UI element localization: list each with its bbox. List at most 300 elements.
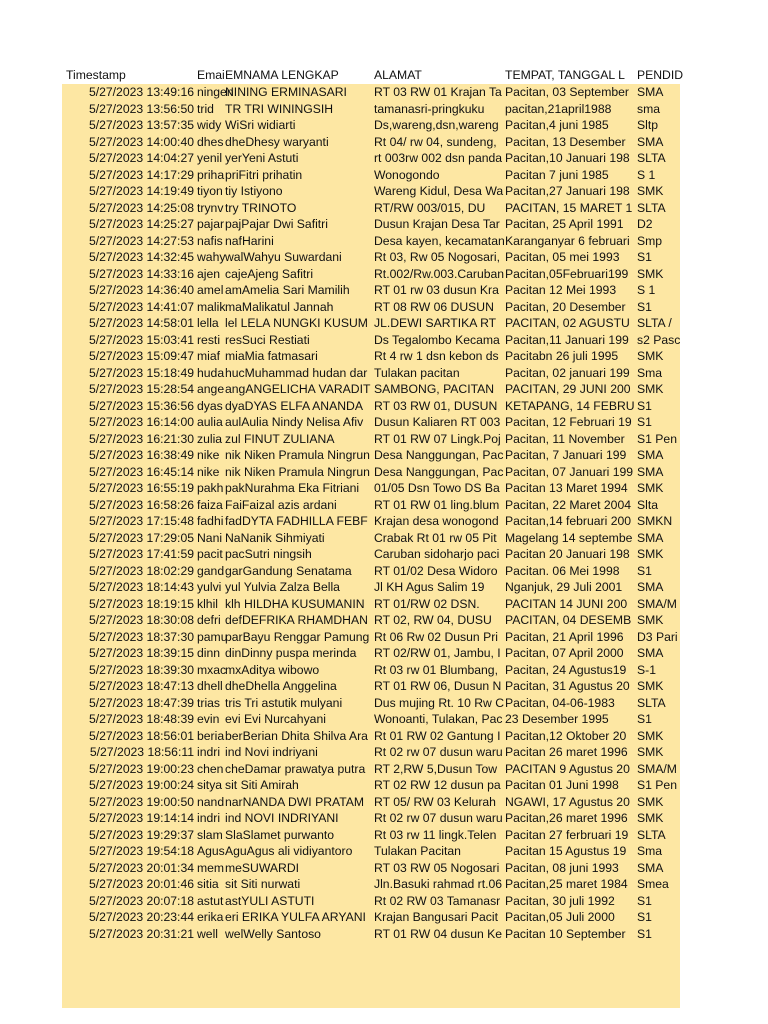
cell-timestamp[interactable]: 5/27/2023 14:27:53 [88,233,194,248]
cell-email[interactable]: amel [197,283,224,297]
cell-email[interactable]: trid [197,101,214,116]
cell-timestamp[interactable]: 5/27/2023 18:02:29 [88,563,194,578]
cell-nama-lengkap[interactable]: pajPajar Dwi Safitri [225,217,328,231]
cell-email[interactable]: sitya [197,778,223,792]
cell-email[interactable]: evin [197,712,220,726]
cell-alamat[interactable]: RT 02, RW 04, DUSU [374,613,492,627]
cell-alamat[interactable]: Tulakan Pacitan [374,844,461,858]
cell-email[interactable]: chen [197,761,224,776]
cell-timestamp[interactable]: 5/27/2023 18:56:01 [88,728,194,743]
cell-timestamp[interactable]: 5/27/2023 18:37:30 [88,629,194,644]
header-nama-lengkap[interactable]: EMNAMA LENGKAP [225,68,339,82]
cell-alamat[interactable]: RT 01 rw 03 dusun Kra [374,283,499,297]
cell-email[interactable]: indri [197,811,221,825]
cell-email[interactable]: mxac [197,662,227,677]
cell-email[interactable]: yulvi [197,580,222,594]
cell-tempat-tanggal-lahir[interactable]: Karanganyar 6 februari [505,233,630,248]
cell-email[interactable]: faiza [197,497,223,512]
cell-tempat-tanggal-lahir[interactable]: Pacitan, 22 Maret 2004 [505,497,632,512]
cell-tempat-tanggal-lahir[interactable]: PACITAN, 02 AGUSTU [505,316,630,330]
cell-tempat-tanggal-lahir[interactable]: Pacitan,10 Januari 198 [505,151,630,165]
cell-email[interactable]: nafis [197,233,223,248]
cell-alamat[interactable]: Ds,wareng,dsn,wareng [374,118,499,132]
cell-alamat[interactable]: Rt 02 rw 07 dusun waru [374,811,503,825]
cell-email[interactable]: indri [197,745,221,759]
cell-tempat-tanggal-lahir[interactable]: Pacitan 7 juni 1985 [505,167,609,182]
cell-email[interactable]: erika [197,910,224,924]
cell-email[interactable]: pakh [197,481,224,495]
cell-nama-lengkap[interactable]: amAmelia Sari Mamilih [225,283,350,297]
cell-alamat[interactable]: Tulakan pacitan [374,365,460,380]
cell-tempat-tanggal-lahir[interactable]: Pacitan 20 Januari 198 [505,547,630,561]
cell-pendidikan[interactable]: SMK [637,811,664,825]
cell-email[interactable]: trynv [197,200,224,215]
cell-tempat-tanggal-lahir[interactable]: PACITAN, 15 MARET 1 [505,200,633,215]
cell-nama-lengkap[interactable]: cheDamar prawatya putra [225,761,366,776]
cell-alamat[interactable]: Rt 02 rw 07 dusun waru [374,745,503,759]
cell-pendidikan[interactable]: D2 [637,217,653,231]
cell-email[interactable]: pajar [197,217,225,231]
cell-pendidikan[interactable]: S1 [637,893,652,908]
cell-timestamp[interactable]: 5/27/2023 20:01:46 [88,877,194,891]
cell-alamat[interactable]: Rt 03, Rw 05 Nogosari, [374,250,500,264]
cell-alamat[interactable]: Jl KH Agus Salim 19 [374,580,485,594]
cell-timestamp[interactable]: 5/27/2023 19:00:24 [88,778,194,792]
cell-tempat-tanggal-lahir[interactable]: Pacitan,4 juni 1985 [505,118,609,132]
cell-alamat[interactable]: Krajan Bangusari Pacit [374,910,498,924]
cell-pendidikan[interactable]: Smp [637,233,663,248]
cell-alamat[interactable]: Rt 03 rw 01 Blumbang, [374,662,498,677]
cell-email[interactable]: aulia [197,415,223,429]
cell-alamat[interactable]: Dusun Kaliaren RT 003 [374,415,501,429]
cell-timestamp[interactable]: 5/27/2023 17:41:59 [88,547,194,561]
cell-tempat-tanggal-lahir[interactable]: PACITAN 9 Agustus 20 [505,761,630,776]
cell-timestamp[interactable]: 5/27/2023 14:33:16 [88,266,194,281]
cell-alamat[interactable]: rt 003rw 002 dsn panda [374,151,503,165]
cell-nama-lengkap[interactable]: priFitri prihatin [225,167,303,182]
cell-pendidikan[interactable]: SLTA [637,200,666,215]
cell-tempat-tanggal-lahir[interactable]: Pacitan 01 Juni 1998 [505,778,619,792]
cell-timestamp[interactable]: 5/27/2023 14:25:27 [88,217,194,231]
cell-timestamp[interactable]: 5/27/2023 15:09:47 [88,349,194,363]
cell-alamat[interactable]: Rt 06 Rw 02 Dusun Pri [374,629,498,644]
cell-alamat[interactable]: Crabak Rt 01 rw 05 Pit [374,530,497,545]
cell-nama-lengkap[interactable]: ind Novi indriyani [225,745,318,759]
cell-alamat[interactable]: SAMBONG, PACITAN [374,382,495,396]
cell-timestamp[interactable]: 5/27/2023 14:41:07 [88,299,194,314]
cell-email[interactable]: Agus [197,844,225,858]
cell-tempat-tanggal-lahir[interactable]: Pacitan 13 Maret 1994 [505,481,628,495]
cell-pendidikan[interactable]: SLTA [637,695,666,710]
cell-tempat-tanggal-lahir[interactable]: Pacitan,05Februari199 [505,266,629,281]
cell-tempat-tanggal-lahir[interactable]: Pacitan 26 maret 1996 [505,745,628,759]
cell-nama-lengkap[interactable]: ind NOVI INDRIYANI [225,811,339,825]
cell-alamat[interactable]: RT 01 RW 04 dusun Ke [374,926,503,941]
cell-tempat-tanggal-lahir[interactable]: Pacitan, 7 Januari 199 [505,448,627,462]
cell-nama-lengkap[interactable]: tris Tri astutik mulyani [225,695,343,710]
cell-nama-lengkap[interactable]: TR TRI WININGSIH [225,101,334,116]
cell-pendidikan[interactable]: S1 Pen [637,778,677,792]
cell-pendidikan[interactable]: SMA [637,580,664,594]
cell-alamat[interactable]: Wonoanti, Tulakan, Pac [374,712,503,726]
cell-timestamp[interactable]: 5/27/2023 18:47:39 [88,695,194,710]
cell-tempat-tanggal-lahir[interactable]: Pacitan, 21 April 1996 [505,629,624,644]
cell-alamat[interactable]: Wonogondo [374,167,440,182]
cell-alamat[interactable]: Rt.002/Rw.003.Caruban [374,266,505,281]
cell-pendidikan[interactable]: SMK [637,728,664,743]
cell-nama-lengkap[interactable]: miaMia fatmasari [225,349,318,363]
cell-nama-lengkap[interactable]: tiy Istiyono [225,184,283,198]
cell-nama-lengkap[interactable]: sit Siti Amirah [225,778,299,792]
cell-pendidikan[interactable]: S1 [637,250,652,264]
cell-timestamp[interactable]: 5/27/2023 18:30:08 [88,613,194,627]
cell-pendidikan[interactable]: SMA [637,448,664,462]
cell-pendidikan[interactable]: SMK [637,547,664,561]
cell-tempat-tanggal-lahir[interactable]: Pacitan, 03 September [505,85,629,99]
cell-timestamp[interactable]: 5/27/2023 18:14:43 [88,580,194,594]
cell-timestamp[interactable]: 5/27/2023 18:56:11 [89,745,194,759]
cell-timestamp[interactable]: 5/27/2023 15:28:54 [88,382,194,396]
cell-email[interactable]: dyas [197,398,223,413]
cell-nama-lengkap[interactable]: sit Siti nurwati [225,877,301,891]
cell-alamat[interactable]: JL.DEWI SARTIKA RT [374,316,497,330]
cell-nama-lengkap[interactable]: NINING ERMINASARI [225,85,347,99]
cell-pendidikan[interactable]: S1 Pen [637,431,677,446]
cell-nama-lengkap[interactable]: meSUWARDI [225,860,300,875]
cell-nama-lengkap[interactable]: walWahyu Suwardani [225,250,342,264]
cell-pendidikan[interactable]: Sma [637,844,663,858]
cell-tempat-tanggal-lahir[interactable]: Pacitan,27 Januari 198 [505,184,630,198]
cell-email[interactable]: nike [197,448,220,462]
cell-email[interactable]: pamu [197,629,228,644]
cell-timestamp[interactable]: 5/27/2023 20:23:44 [88,910,194,924]
cell-pendidikan[interactable]: SMK [637,794,664,809]
cell-nama-lengkap[interactable]: dinDinny puspa merinda [225,646,357,660]
cell-timestamp[interactable]: 5/27/2023 18:48:39 [88,712,194,726]
cell-alamat[interactable]: RT 02/RW 01, Jambu, I [374,646,501,660]
cell-alamat[interactable]: RT 2,RW 5,Dusun Tow [374,761,498,776]
cell-alamat[interactable]: RT/RW 003/015, DU [374,200,486,215]
cell-tempat-tanggal-lahir[interactable]: Pacitan, 12 Februari 19 [505,415,632,429]
cell-alamat[interactable]: Dus mujing Rt. 10 Rw C [374,695,505,710]
cell-pendidikan[interactable]: S1 [637,415,652,429]
cell-timestamp[interactable]: 5/27/2023 20:31:21 [88,926,194,941]
cell-nama-lengkap[interactable]: cajeAjeng Safitri [225,266,314,281]
cell-nama-lengkap[interactable]: zul FINUT ZULIANA [225,431,335,446]
cell-tempat-tanggal-lahir[interactable]: Pacitan 12 Mei 1993 [505,283,617,297]
cell-timestamp[interactable]: 5/27/2023 19:00:23 [88,761,194,776]
cell-pendidikan[interactable]: SMA [637,134,664,149]
cell-alamat[interactable]: Rt 01 RW 02 Gantung I [374,728,501,743]
cell-nama-lengkap[interactable]: fadDYTA FADHILLA FEBF [225,514,368,528]
cell-email[interactable]: gand [197,563,225,578]
cell-nama-lengkap[interactable]: pacSutri ningsih [225,547,312,561]
cell-tempat-tanggal-lahir[interactable]: Pacitan 15 Agustus 19 [505,844,627,858]
cell-email[interactable]: widy [197,118,222,132]
header-email[interactable]: Emai [197,68,225,82]
cell-tempat-tanggal-lahir[interactable]: Pacitan, 25 April 1991 [505,217,624,231]
cell-email[interactable]: sitia [197,877,219,891]
cell-tempat-tanggal-lahir[interactable]: Pacitan, 08 juni 1993 [505,860,619,875]
cell-nama-lengkap[interactable]: hucMuhammad hudan dar [225,365,368,380]
cell-pendidikan[interactable]: SLTA [637,151,666,165]
cell-pendidikan[interactable]: SMA [637,530,664,545]
cell-email[interactable]: wahy [197,250,226,264]
cell-tempat-tanggal-lahir[interactable]: Pacitan, 04-06-1983 [505,695,615,710]
cell-email[interactable]: nike [197,464,220,479]
cell-nama-lengkap[interactable]: eri ERIKA YULFA ARYANI [225,910,366,924]
cell-nama-lengkap[interactable]: NaNanik Sihmiyati [225,530,325,545]
cell-timestamp[interactable]: 5/27/2023 15:03:41 [88,332,194,347]
cell-email[interactable]: ange [197,382,225,396]
cell-tempat-tanggal-lahir[interactable]: Pacitan. 06 Mei 1998 [505,563,620,578]
cell-pendidikan[interactable]: S1 [637,926,652,941]
cell-pendidikan[interactable]: Sltp [637,118,659,132]
cell-timestamp[interactable]: 5/27/2023 14:25:08 [88,200,194,215]
cell-nama-lengkap[interactable]: narNANDA DWI PRATAM [225,794,365,809]
cell-pendidikan[interactable]: Sma [637,365,663,380]
cell-timestamp[interactable]: 5/27/2023 13:56:50 [88,101,194,116]
cell-email[interactable]: slam [197,827,223,842]
cell-nama-lengkap[interactable]: mxAditya wibowo [225,662,320,677]
cell-email[interactable]: defri [197,613,221,627]
cell-pendidikan[interactable]: SLTA [637,827,666,842]
cell-pendidikan[interactable]: SMA [637,85,664,99]
cell-alamat[interactable]: RT 01/02 Desa Widoro [374,563,498,578]
cell-timestamp[interactable]: 5/27/2023 20:07:18 [88,893,194,908]
cell-alamat[interactable]: Rt 4 rw 1 dsn kebon ds [374,349,499,363]
cell-email[interactable]: well [197,926,218,941]
cell-pendidikan[interactable]: S1 [637,299,652,314]
cell-timestamp[interactable]: 5/27/2023 15:18:49 [88,365,194,380]
cell-email[interactable]: ningen [197,85,234,99]
cell-pendidikan[interactable]: SMA/M [637,761,677,776]
cell-pendidikan[interactable]: D3 Pari [637,629,678,644]
cell-alamat[interactable]: Wareng Kidul, Desa Wa [374,184,504,198]
cell-tempat-tanggal-lahir[interactable]: Pacitan, 30 juli 1992 [505,893,615,908]
cell-nama-lengkap[interactable]: klh HILDHA KUSUMANIN [225,596,365,611]
cell-pendidikan[interactable]: SMK [637,382,664,396]
cell-email[interactable]: huda [197,365,225,380]
cell-pendidikan[interactable]: SMK [637,349,664,363]
cell-nama-lengkap[interactable]: garGandung Senatama [225,563,352,578]
cell-pendidikan[interactable]: SMKN [637,514,673,528]
cell-tempat-tanggal-lahir[interactable]: Pacitan, 07 Januari 199 [505,464,634,479]
cell-nama-lengkap[interactable]: dyaDYAS ELFA ANANDA [225,398,363,413]
cell-alamat[interactable]: Dusun Krajan Desa Tar [374,217,500,231]
cell-email[interactable]: dhes [197,134,224,149]
cell-timestamp[interactable]: 5/27/2023 13:57:35 [88,118,194,132]
cell-timestamp[interactable]: 5/27/2023 16:55:19 [88,481,194,495]
cell-alamat[interactable]: Ds Tegalombo Kecama [374,332,500,347]
cell-tempat-tanggal-lahir[interactable]: KETAPANG, 14 FEBRU [505,398,635,413]
cell-timestamp[interactable]: 5/27/2023 14:19:49 [88,184,194,198]
cell-timestamp[interactable]: 5/27/2023 14:36:40 [88,283,194,297]
cell-nama-lengkap[interactable]: nafHarini [225,233,274,248]
cell-alamat[interactable]: RT 02 RW 12 dusun pa [374,778,501,792]
cell-pendidikan[interactable]: SLTA / [637,316,672,330]
cell-tempat-tanggal-lahir[interactable]: PACITAN, 29 JUNI 200 [505,382,631,396]
cell-nama-lengkap[interactable]: lel LELA NUNGKI KUSUM [225,316,368,330]
cell-tempat-tanggal-lahir[interactable]: Pacitan, 07 April 2000 [505,646,624,660]
cell-pendidikan[interactable]: SMA [637,464,664,479]
cell-pendidikan[interactable]: S-1 [637,662,656,677]
cell-nama-lengkap[interactable]: nik Niken Pramula Ningrun [225,448,370,462]
cell-tempat-tanggal-lahir[interactable]: PACITAN 14 JUNI 200 [505,596,628,611]
cell-timestamp[interactable]: 5/27/2023 16:38:49 [88,448,194,462]
cell-nama-lengkap[interactable]: yerYeni Astuti [225,151,299,165]
cell-tempat-tanggal-lahir[interactable]: Pacitan, 02 januari 199 [505,365,630,380]
cell-tempat-tanggal-lahir[interactable]: Pacitan,14 februari 200 [505,514,632,528]
cell-tempat-tanggal-lahir[interactable]: Pacitan, 31 Agustus 20 [505,679,630,693]
cell-nama-lengkap[interactable]: welWelly Santoso [225,926,321,941]
cell-email[interactable]: pacit [197,547,223,561]
cell-tempat-tanggal-lahir[interactable]: Pacitan, 13 Desember [505,134,626,149]
cell-tempat-tanggal-lahir[interactable]: Pacitan,25 maret 1984 [505,877,628,891]
cell-timestamp[interactable]: 5/27/2023 14:32:45 [88,250,194,264]
cell-email[interactable]: klhil [197,596,218,611]
cell-pendidikan[interactable]: S1 [637,398,652,413]
cell-nama-lengkap[interactable]: astYULI ASTUTI [225,893,315,908]
cell-email[interactable]: priha [197,167,225,182]
cell-pendidikan[interactable]: SMA/M [637,596,677,611]
cell-pendidikan[interactable]: sma [637,101,661,116]
cell-tempat-tanggal-lahir[interactable]: Pacitan,11 Januari 199 [505,332,629,347]
cell-nama-lengkap[interactable]: aulAulia Nindy Nelisa Afiv [225,415,364,429]
header-timestamp[interactable]: Timestamp [66,68,126,82]
cell-timestamp[interactable]: 5/27/2023 18:19:15 [88,596,194,611]
cell-tempat-tanggal-lahir[interactable]: Pacitan 27 ferbruari 19 [505,827,629,842]
cell-pendidikan[interactable]: SMA [637,860,664,875]
cell-email[interactable]: resti [197,332,221,347]
cell-timestamp[interactable]: 5/27/2023 19:00:50 [88,794,194,809]
cell-timestamp[interactable]: 5/27/2023 18:39:30 [88,662,194,677]
cell-nama-lengkap[interactable]: berBerian Dhita Shilva Ara [225,728,368,743]
cell-pendidikan[interactable]: Slta [637,497,659,512]
cell-email[interactable]: dhell [197,679,223,693]
cell-tempat-tanggal-lahir[interactable]: Nganjuk, 29 Juli 2001 [505,580,623,594]
cell-pendidikan[interactable]: S1 [637,910,652,924]
cell-alamat[interactable]: Rt 03 rw 11 lingk.Telen [374,827,497,842]
cell-nama-lengkap[interactable]: yul Yulvia Zalza Bella [225,580,340,594]
cell-nama-lengkap[interactable]: WiSri widiarti [225,118,296,132]
cell-alamat[interactable]: Desa Nanggungan, Pac [374,464,504,479]
cell-alamat[interactable]: RT 03 RW 01 Krajan Ta [374,85,502,99]
cell-nama-lengkap[interactable]: try TRINOTO [225,200,297,215]
cell-pendidikan[interactable]: SMK [637,679,664,693]
cell-email[interactable]: trias [197,695,221,710]
cell-timestamp[interactable]: 5/27/2023 13:49:16 [88,85,194,99]
cell-alamat[interactable]: RT 03 RW 01, DUSUN [374,398,498,413]
cell-email[interactable]: yenil [197,151,223,165]
cell-pendidikan[interactable]: SMK [637,613,664,627]
cell-email[interactable]: fadhi [197,514,224,528]
cell-pendidikan[interactable]: SMK [637,266,664,281]
cell-timestamp[interactable]: 5/27/2023 17:15:48 [88,514,194,528]
cell-email[interactable]: Nani [197,530,223,545]
cell-timestamp[interactable]: 5/27/2023 18:39:15 [88,646,194,660]
cell-tempat-tanggal-lahir[interactable]: Pacitan, 24 Agustus19 [505,662,627,677]
cell-nama-lengkap[interactable]: dheDhella Anggelina [225,679,337,693]
cell-nama-lengkap[interactable]: dheDhesy waryanti [225,134,329,149]
cell-alamat[interactable]: Desa Nanggungan, Pac [374,448,504,462]
cell-timestamp[interactable]: 5/27/2023 14:58:01 [88,316,194,330]
cell-pendidikan[interactable]: S1 [637,563,652,578]
header-pendidikan[interactable]: PENDID [637,68,684,82]
cell-pendidikan[interactable]: S1 [637,712,652,726]
cell-nama-lengkap[interactable]: parBayu Renggar Pamung [225,629,370,644]
cell-pendidikan[interactable]: SMK [637,184,664,198]
cell-pendidikan[interactable]: SMK [637,745,664,759]
cell-nama-lengkap[interactable]: FaiFaizal azis ardani [225,497,337,512]
cell-tempat-tanggal-lahir[interactable]: Pacitabn 26 juli 1995 [505,349,619,363]
cell-email[interactable]: miaf [197,349,221,363]
cell-email[interactable]: dinn [197,646,221,660]
cell-tempat-tanggal-lahir[interactable]: 23 Desember 1995 [505,712,609,726]
cell-tempat-tanggal-lahir[interactable]: Pacitan,12 Oktober 20 [505,728,627,743]
cell-timestamp[interactable]: 5/27/2023 19:14:14 [88,811,194,825]
cell-nama-lengkap[interactable]: SlaSlamet purwanto [225,827,335,842]
cell-email[interactable]: beria [197,728,225,743]
cell-tempat-tanggal-lahir[interactable]: Pacitan, 05 mei 1993 [505,250,620,264]
cell-email[interactable]: malik [197,299,226,314]
cell-tempat-tanggal-lahir[interactable]: PACITAN, 04 DESEMB [505,613,632,627]
cell-tempat-tanggal-lahir[interactable]: Magelang 14 septembe [505,530,633,545]
cell-alamat[interactable]: RT 01 RW 07 Lingk.Poj [374,431,501,446]
cell-timestamp[interactable]: 5/27/2023 14:04:27 [88,151,194,165]
cell-pendidikan[interactable]: SMK [637,481,664,495]
cell-alamat[interactable]: tamanasri-pringkuku [374,101,485,116]
cell-alamat[interactable]: Desa kayen, kecamatan [374,233,505,248]
cell-timestamp[interactable]: 5/27/2023 15:36:56 [88,398,194,413]
cell-timestamp[interactable]: 5/27/2023 16:14:00 [88,415,194,429]
cell-tempat-tanggal-lahir[interactable]: Pacitan, 11 November [505,431,625,446]
cell-timestamp[interactable]: 5/27/2023 19:54:18 [88,844,194,858]
cell-email[interactable]: mem [197,860,225,875]
cell-pendidikan[interactable]: Smea [637,877,669,891]
cell-tempat-tanggal-lahir[interactable]: NGAWI, 17 Agustus 20 [505,794,630,809]
cell-nama-lengkap[interactable]: nik Niken Pramula Ningrun [225,464,370,479]
cell-alamat[interactable]: RT 05/ RW 03 Kelurah [374,794,496,809]
cell-tempat-tanggal-lahir[interactable]: Pacitan,05 Juli 2000 [505,910,615,924]
cell-tempat-tanggal-lahir[interactable]: Pacitan 10 September [505,926,626,941]
cell-pendidikan[interactable]: SMA [637,646,664,660]
cell-timestamp[interactable]: 5/27/2023 16:58:26 [88,497,194,512]
cell-pendidikan[interactable]: s2 Pasc [637,332,681,347]
cell-alamat[interactable]: 01/05 Dsn Towo DS Ba [374,481,500,495]
cell-nama-lengkap[interactable]: defDEFRIKA RHAMDHAN [225,613,368,627]
cell-alamat[interactable]: RT 01/RW 02 DSN. [374,596,480,611]
cell-nama-lengkap[interactable]: evi Evi Nurcahyani [225,712,326,726]
cell-tempat-tanggal-lahir[interactable]: pacitan,21april1988 [505,101,612,116]
cell-email[interactable]: zulia [197,431,223,446]
cell-timestamp[interactable]: 5/27/2023 17:29:05 [88,530,194,545]
cell-alamat[interactable]: Jln.Basuki rahmad rt.06 [374,877,503,891]
cell-nama-lengkap[interactable]: maMalikatul Jannah [225,299,334,314]
cell-timestamp[interactable]: 5/27/2023 16:45:14 [88,464,194,479]
cell-alamat[interactable]: Krajan desa wonogond [374,514,499,528]
cell-nama-lengkap[interactable]: AguAgus ali vidiyantoro [225,844,353,858]
cell-email[interactable]: astut [197,893,224,908]
cell-nama-lengkap[interactable]: resSuci Restiati [225,332,310,347]
cell-pendidikan[interactable]: S 1 [637,283,656,297]
cell-nama-lengkap[interactable]: pakNurahma Eka Fitriani [225,481,360,495]
cell-timestamp[interactable]: 5/27/2023 18:47:13 [88,679,194,693]
cell-alamat[interactable]: Rt 02 RW 03 Tamanasr [374,893,501,908]
cell-nama-lengkap[interactable]: angANGELICHA VARADIT [225,382,371,396]
cell-timestamp[interactable]: 5/27/2023 16:21:30 [88,431,194,446]
header-alamat[interactable]: ALAMAT [374,68,422,82]
